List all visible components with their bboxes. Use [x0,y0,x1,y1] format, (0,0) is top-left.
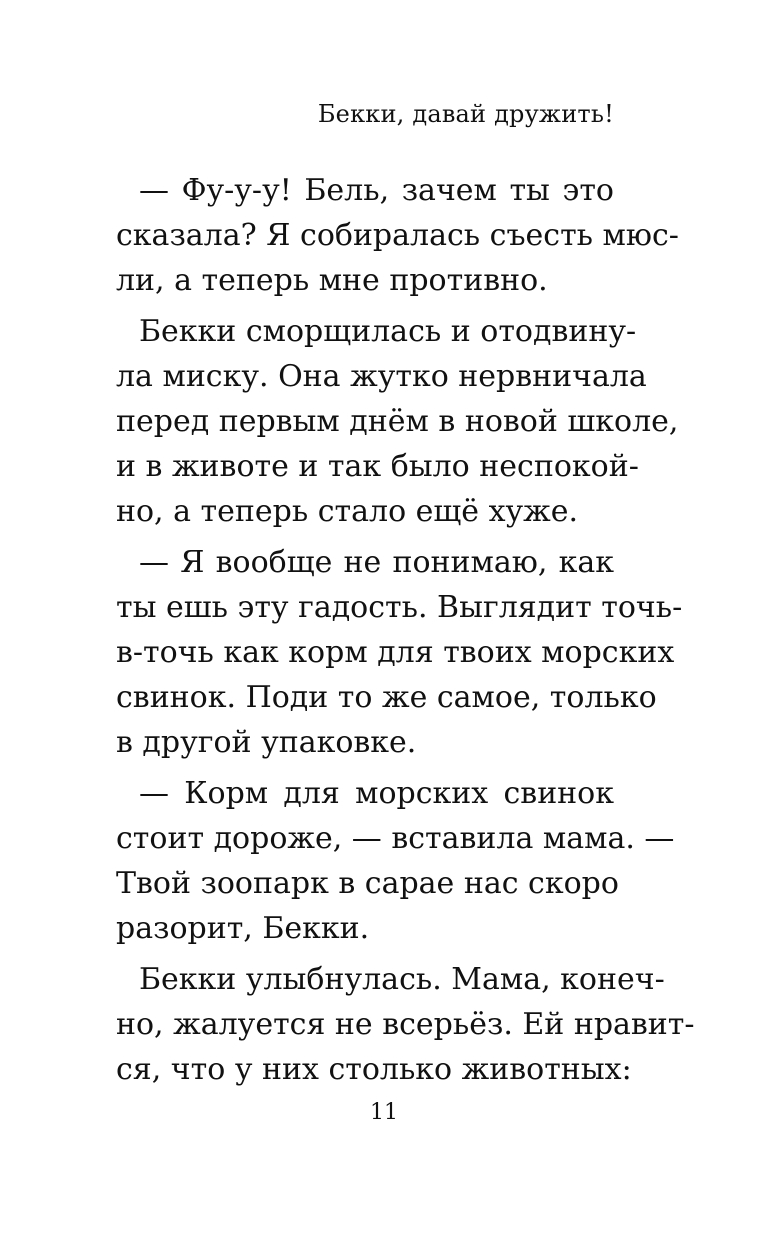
paragraph [116,957,695,1092]
text-line: Бекки улыбнулась. Мама, конеч- [139,962,665,997]
text-line: и в животе и так было неспокой- [116,449,639,484]
text-line: в другой упаковке. [116,725,417,760]
text-line: — Я вообще не понимаю, как [139,545,614,580]
text-line: перед первым днём в новой школе, [116,404,679,439]
text-line: разорит, Бекки. [116,911,370,946]
text-line: ся, что у них столько животных: [116,1052,632,1087]
text-line: свинок. Поди то же самое, только [116,680,657,715]
running-head: Бекки, давай дружить! [317,100,614,128]
text-line: но, а теперь стало ещё хуже. [116,494,579,529]
paragraph [116,771,675,951]
page-number: 11 [370,1100,398,1125]
text-line: сказала? Я собиралась съесть мюс- [116,218,679,253]
text-line: — Фу-у-у! Бель, зачем ты это [139,173,614,208]
text-line: в-точь как корм для твоих морских [116,635,675,670]
text-line: Бекки сморщилась и отодвину- [139,314,637,349]
body-text [116,168,695,1092]
paragraph [116,168,679,303]
text-line: Твой зоопарк в сарае нас скоро [116,866,619,901]
text-line: ла миску. Она жутко нервничала [116,359,647,394]
text-line: ли, а теперь мне противно. [116,263,548,298]
paragraph [116,540,683,765]
paragraph [116,309,679,534]
text-line: — Корм для морских свинок [139,776,614,811]
text-line: стоит дороже, — вставила мама. — [116,821,675,856]
text-line: но, жалуется не всерьёз. Ей нравит- [116,1007,695,1042]
text-line: ты ешь эту гадость. Выглядит точь- [116,590,683,625]
